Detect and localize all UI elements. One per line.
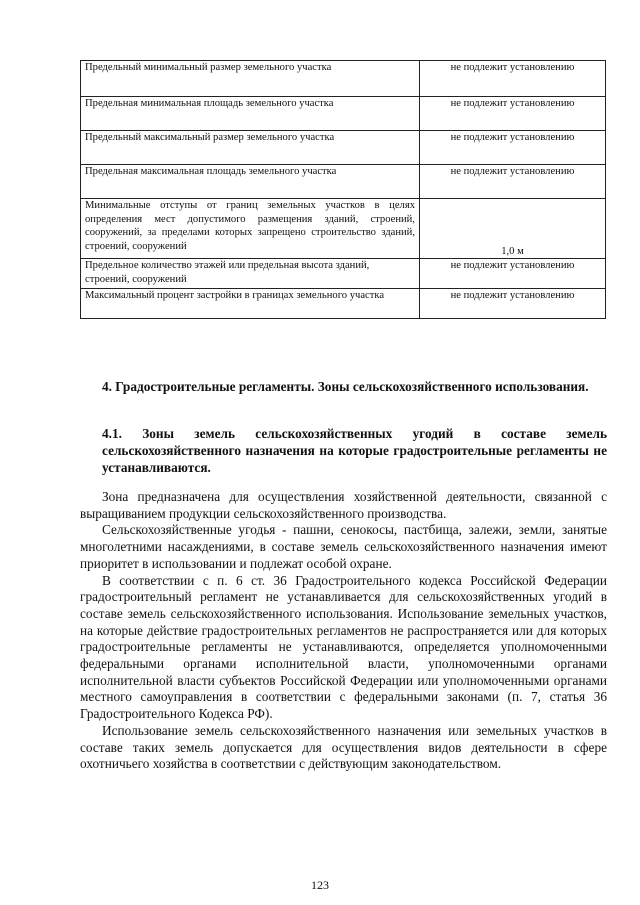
section-heading-4-1: 4.1. Зоны земель сельскохозяйственных угодий в составе земель сельскохозяйственного назначения на которые градостроительные регламенты не устанавливаются. [102, 426, 607, 475]
table-cell-name: Минимальные отступы от границ земельных участков в целях определения мест допустимого размещения зданий, строений, сооружений, за пределами которых запрещено строительство зданий, строений, сооружений [81, 199, 420, 259]
table-cell-name: Предельная максимальная площадь земельного участка [81, 165, 420, 199]
table-cell-name: Максимальный процент застройки в границах земельного участка [81, 289, 420, 319]
table-row [81, 289, 606, 319]
table-cell-name: Предельная минимальная площадь земельного участка [81, 97, 420, 131]
table-cell-value: не подлежит установлению [420, 131, 606, 165]
parameters-table [80, 60, 606, 319]
paragraph: Зона предназначена для осуществления хозяйственной деятельности, связанной с выращиванием продукции сельскохозяйственного производства. [80, 489, 607, 521]
table-row [81, 165, 606, 199]
section-heading-4: 4. Градостроительные регламенты. Зоны сельскохозяйственного использования. [102, 379, 589, 394]
table-cell-name: Предельный минимальный размер земельного участка [81, 61, 420, 97]
table-cell-value: не подлежит установлению [420, 259, 606, 289]
table-cell-value: не подлежит установлению [420, 289, 606, 319]
table-row [81, 131, 606, 165]
table-row [81, 199, 606, 259]
table-cell-value: не подлежит установлению [420, 165, 606, 199]
table-cell-value: 1,0 м [420, 199, 606, 259]
table-cell-name: Предельный максимальный размер земельного участка [81, 131, 420, 165]
paragraph: Использование земель сельскохозяйственного назначения или земельных участков в составе таких земель допускается для осуществления видов деятельности в сфере охотничьего хозяйства в соответствии с действующим законодательством. [80, 722, 607, 772]
paragraph: В соответствии с п. 6 ст. 36 Градостроительного кодекса Российской Федерации градостроительный регламент не устанавливается для сельскохозяйственных угодий в составе земель сельскохозяйственного использования. Использование земельных участков, на которые действие градостроительных регламентов не распространяется или для которых градостроительные регламенты не устанавливаются, определяется уполномоченными федеральными органами исполнительной власти, уполномоченными органами исполнительной власти субъектов Российской Федерации или уполномоченными органами местного самоуправления в соответствии с федеральными законами (п. 7, статья 36 Градостроительного Кодекса РФ). [80, 572, 607, 722]
table-cell-value: не подлежит установлению [420, 61, 606, 97]
page-number: 123 [311, 878, 329, 892]
table-cell-name: Предельное количество этажей или предельная высота зданий, строений, сооружений [81, 259, 420, 289]
table-row [81, 259, 606, 289]
table-cell-value: не подлежит установлению [420, 97, 606, 131]
table-row [81, 97, 606, 131]
body-text [80, 489, 607, 773]
table-row [81, 61, 606, 97]
paragraph: Сельскохозяйственные угодья - пашни, сенокосы, пастбища, залежи, земли, занятые многолетними насаждениями, в составе земель сельскохозяйственного назначения имеют приоритет в использовании и подлежат особой охране. [80, 522, 607, 571]
